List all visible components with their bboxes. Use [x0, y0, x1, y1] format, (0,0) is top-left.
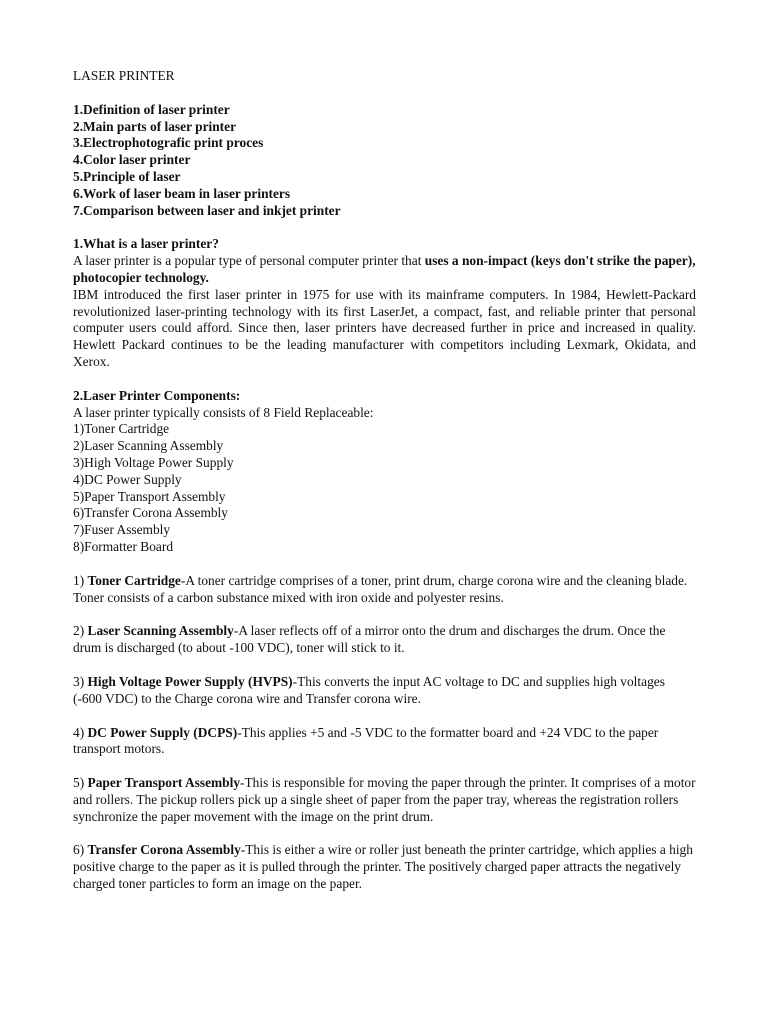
list-item: 3)High Voltage Power Supply: [73, 454, 234, 470]
detail-term: High Voltage Power Supply (HVPS): [87, 673, 293, 689]
document-page: [73, 68, 696, 910]
detail-number: 5): [73, 775, 88, 791]
detail-number: 2): [73, 623, 88, 639]
component-detail-paper-transport: [73, 775, 696, 825]
definition-paragraph: [73, 253, 696, 287]
list-item: 6)Transfer Corona Assembly: [73, 505, 228, 521]
toc-item: 3.Electrophotografic print proces: [73, 135, 264, 151]
definition-bold-text: uses a non-impact (keys don't strike the paper), photocopier technology.: [73, 253, 696, 285]
detail-number: 1): [73, 572, 88, 588]
detail-description: -A laser reflects off of a mirror onto the drum and discharges the drum. Once the drum is discharged (to about -100 VDC), toner will stick to it.: [73, 623, 666, 656]
detail-term: Transfer Corona Assembly: [87, 842, 241, 858]
detail-term: Paper Transport Assembly: [87, 775, 241, 791]
section-components: [73, 388, 696, 556]
components-list: [73, 421, 696, 555]
history-paragraph: IBM introduced the first laser printer in 1975 for use with its mainframe computers. In 1984, Hewlett-Packard revolutionized laser-printing technology with its first LaserJet, a compact, fast, and reliable printer that personal computer users could afford. Since then, laser printers have decreased further in price and increased in quality. Hewlett Packard continues to be the leading manufacturer with competitors including Lexmark, Okidata, and Xerox.: [73, 286, 696, 369]
toc-item: 1.Definition of laser printer: [73, 101, 230, 117]
detail-description: -This applies +5 and -5 VDC to the formatter board and +24 VDC to the paper transport motors.: [73, 724, 659, 757]
definition-text: A laser printer is a popular type of personal computer printer that: [73, 253, 425, 269]
detail-number: 3): [73, 673, 88, 689]
document-title: LASER PRINTER: [73, 68, 175, 83]
toc-item: 5.Principle of laser: [73, 168, 181, 184]
detail-term: DC Power Supply (DCPS): [87, 724, 238, 740]
detail-term: Toner Cartridge: [87, 572, 181, 588]
detail-description: -This converts the input AC voltage to DC and supplies high voltages (-600 VDC) to the Charge corona wire and Transfer corona wire.: [73, 673, 665, 706]
toc-item: 2.Main parts of laser printer: [73, 118, 237, 134]
component-detail-toner: [73, 573, 696, 607]
list-item: 2)Laser Scanning Assembly: [73, 438, 224, 454]
detail-number: 6): [73, 842, 88, 858]
toc-item: 7.Comparison between laser and inkjet printer: [73, 202, 341, 218]
detail-term: Laser Scanning Assembly: [87, 623, 234, 639]
toc-item: 4.Color laser printer: [73, 152, 191, 168]
list-item: 8)Formatter Board: [73, 538, 174, 554]
list-item: 5)Paper Transport Assembly: [73, 488, 226, 504]
component-detail-transfer-corona: [73, 842, 696, 892]
list-item: 1)Toner Cartridge: [73, 421, 170, 437]
table-of-contents: [73, 102, 696, 220]
detail-description: -This is either a wire or roller just beneath the printer cartridge, which applies a high positive charge to the paper as it is pulled through the printer. The positively charged paper attracts the negatively charged toner particles to form an image on the paper.: [73, 842, 693, 892]
component-detail-laser-scanning: [73, 623, 696, 657]
list-item: 7)Fuser Assembly: [73, 522, 171, 538]
detail-number: 4): [73, 724, 88, 740]
detail-description: -A toner cartridge comprises of a toner, print drum, charge corona wire and the cleaning blade. Toner consists of a carbon substance mixed with iron oxide and polyester resins.: [73, 572, 688, 605]
section-definition: [73, 236, 696, 370]
detail-description: -This is responsible for moving the paper through the printer. It comprises of a motor and rollers. The pickup rollers pick up a single sheet of paper from the paper tray, whereas the registration rollers synchronize the paper movement with the image on the print drum.: [73, 775, 696, 824]
component-detail-dcps: [73, 725, 696, 759]
component-detail-hvps: [73, 674, 696, 708]
section-heading: 1.What is a laser printer?: [73, 236, 219, 252]
components-intro: A laser printer typically consists of 8 Field Replaceable:: [73, 404, 374, 420]
toc-item: 6.Work of laser beam in laser printers: [73, 185, 291, 201]
list-item: 4)DC Power Supply: [73, 471, 182, 487]
section-heading: 2.Laser Printer Components:: [73, 387, 241, 403]
